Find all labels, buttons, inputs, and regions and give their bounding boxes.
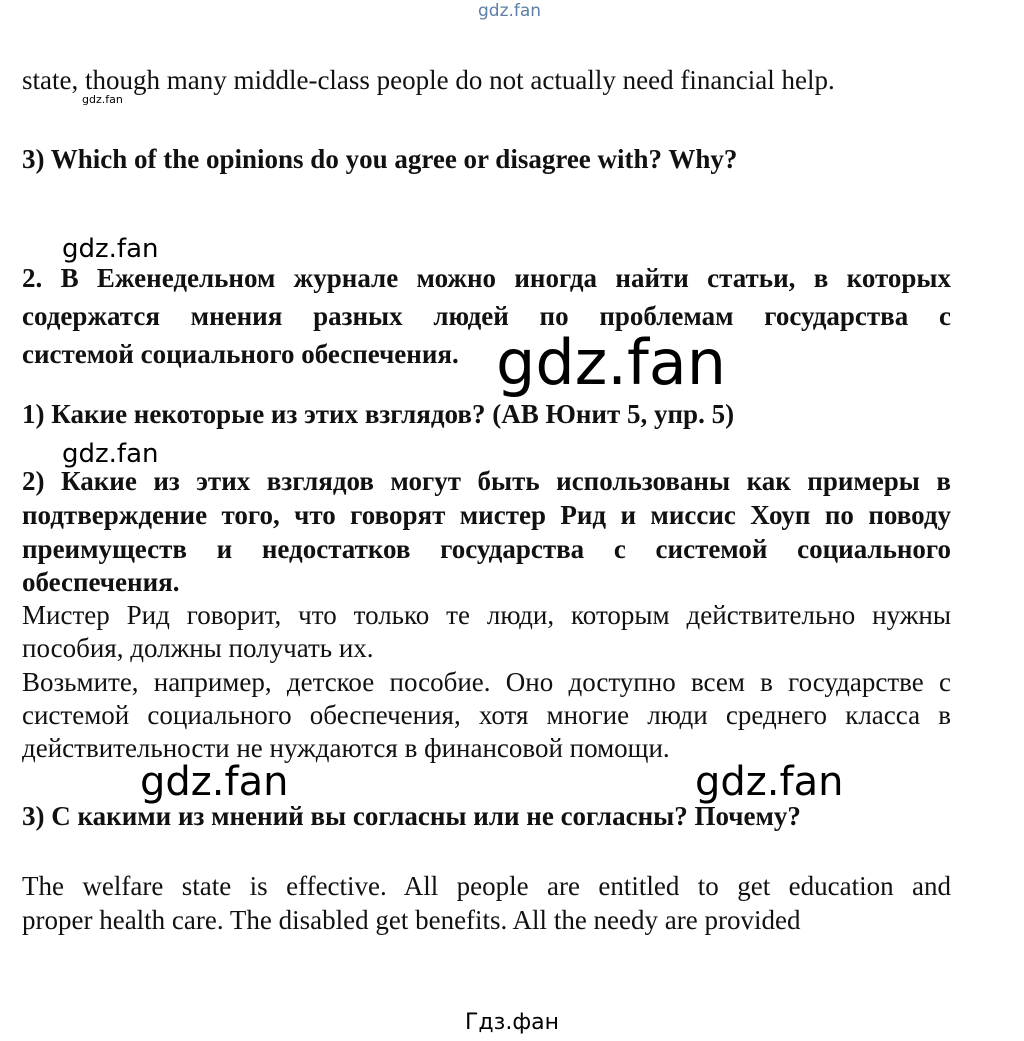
watermark-small: gdz.fan [82, 93, 123, 106]
watermark-4: gdz.fan [140, 759, 289, 805]
question-1: 1) Какие некоторые из этих взглядов? (АВ Юнит 5, упр. 5) [22, 399, 735, 429]
task-2-line-2: содержатся мнения разных людей по проблемам государства с [22, 301, 951, 331]
question-2-line-3: преимуществ и недостатков государства с системой социального [22, 534, 951, 564]
watermark-1: gdz.fan [62, 234, 159, 264]
task-2-line-1: 2. В Еженедельном журнале можно иногда найти статьи, в которых [22, 263, 951, 293]
intro-line: state, though many middle-class people do not actually need financial help. [22, 65, 835, 95]
answer-line-4: системой социального обеспечения, хотя многие люди среднего класса в [22, 700, 951, 730]
final-line-1: The welfare state is effective. All people are entitled to get education and [22, 871, 951, 901]
answer-line-3: Возьмите, например, детское пособие. Оно доступно всем в государстве с [22, 667, 951, 697]
watermark-big: gdz.fan [496, 326, 727, 399]
answer-line-5: действительности не нуждаются в финансовой помощи. [22, 733, 670, 763]
watermark-5: gdz.fan [695, 759, 844, 805]
question-2-line-2: подтверждение того, что говорят мистер Рид и миссис Хоуп по поводу [22, 500, 951, 530]
answer-line-2: пособия, должны получать их. [22, 633, 374, 663]
footer-watermark: Гдз.фан [465, 1010, 559, 1035]
watermark-3: gdz.fan [62, 439, 159, 469]
watermark-top: gdz.fan [478, 1, 542, 21]
answer-line-1: Мистер Рид говорит, что только те люди, которым действительно нужны [22, 600, 951, 630]
question-2-line-4: обеспечения. [22, 567, 180, 597]
question-2-line-1: 2) Какие из этих взглядов могут быть использованы как примеры в [22, 466, 951, 496]
question-3-russian: 3) С какими из мнений вы согласны или не согласны? Почему? [22, 801, 801, 831]
final-line-2: proper health care. The disabled get benefits. All the needy are provided [22, 905, 801, 935]
task-2-line-3: системой социального обеспечения. [22, 339, 459, 369]
question-3-english: 3) Which of the opinions do you agree or disagree with? Why? [22, 144, 738, 174]
